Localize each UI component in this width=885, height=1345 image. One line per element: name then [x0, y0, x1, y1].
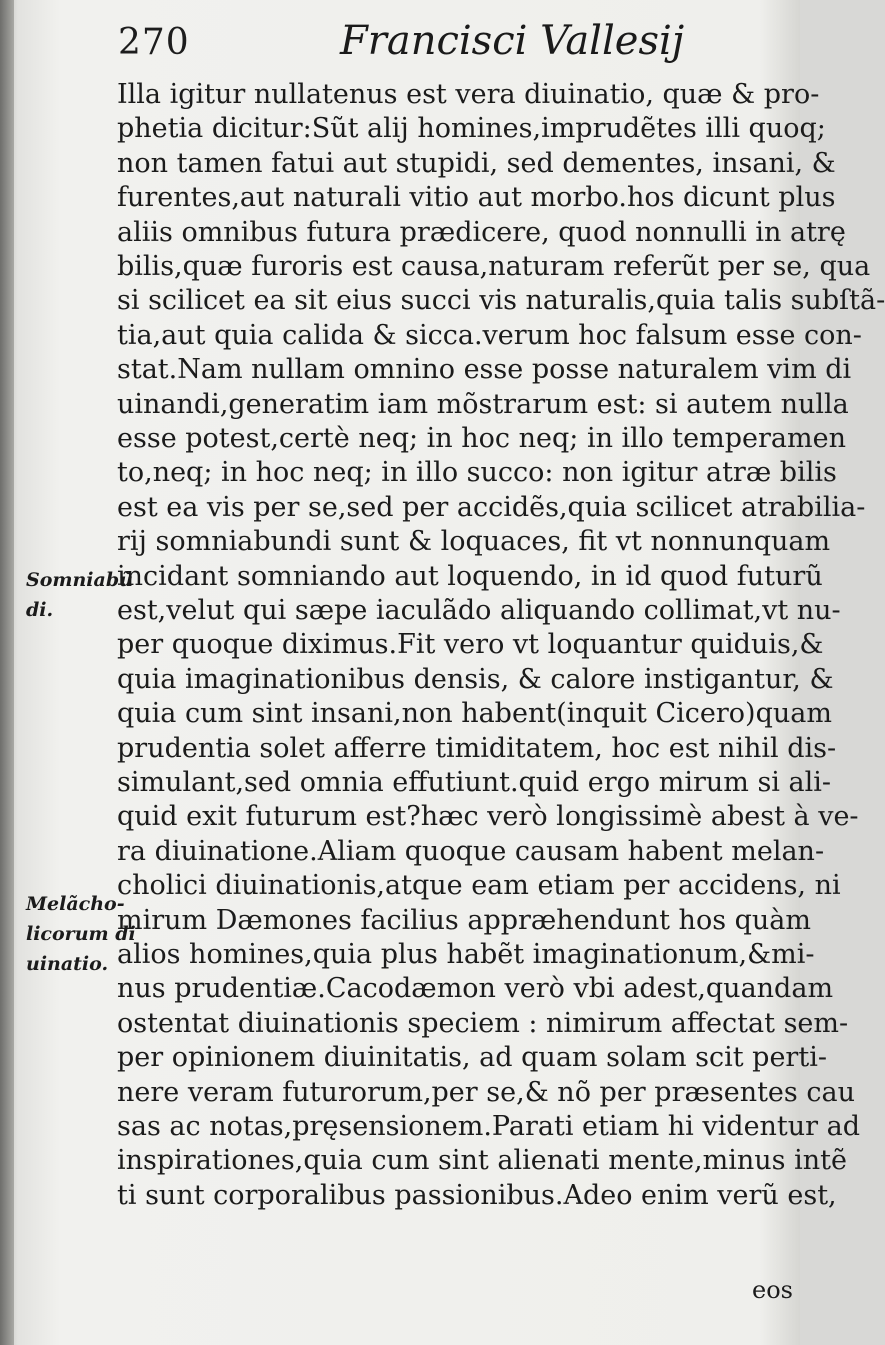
margin-note-line: uinatio. [26, 953, 109, 975]
text-line: uinandi,generatim iam mõstrarum est: si autem nulla [117, 388, 849, 420]
text-line: to,neq; in hoc neq; in illo succo: non igitur atræ bilis [117, 457, 837, 489]
page-gutter-shadow [0, 0, 14, 1345]
text-line: bilis,quæ furoris est causa,naturam referũt per se, qua [117, 251, 871, 282]
running-head: Francisci Vallesij [340, 18, 685, 64]
text-line: alios homines,quia plus habẽt imaginationum,&mi- [117, 939, 815, 970]
text-line: prudentia solet afferre timiditatem, hoc est nihil dis- [117, 732, 837, 764]
margin-note-line: licorum di [26, 923, 136, 945]
text-line: rij somniabundi sunt & loquaces, fit vt nonnunquam [117, 526, 831, 558]
text-line: nus prudentiæ.Cacodæmon verò vbi adest,quandam [117, 973, 834, 1005]
text-line: nere veram futurorum,per se,& nõ per præsentes cau [117, 1076, 855, 1108]
text-line: quid exit futurum est?hæc verò longissimè abest à ve- [117, 801, 859, 833]
text-line: inspirationes,quia cum sint alienati mente,minus intẽ [117, 1145, 847, 1177]
margin-note-line: Somniabũ [26, 569, 133, 591]
text-line: tia,aut quia calida & sicca.verum hoc falsum esse con- [117, 319, 862, 351]
text-line: ostentat diuinationis speciem : nimirum affectat sem- [117, 1007, 849, 1039]
text-line: phetia dicitur:Sũt alij homines,imprudẽtes illi quoq; [117, 113, 826, 145]
text-line: per opinionem diuinitatis, ad quam solam scit perti- [117, 1042, 827, 1074]
text-line: est ea vis per se,sed per accidẽs,quia scilicet atrabilia- [117, 491, 866, 523]
text-line: est,velut qui sæpe iaculãdo aliquando collimat,vt nu- [117, 595, 841, 626]
text-line: quia imaginationibus densis, & calore instigantur, & [117, 663, 834, 695]
text-line: simulant,sed omnia effutiunt.quid ergo mirum si ali- [117, 767, 832, 798]
text-line: quia cum sint insani,non habent(inquit Cicero)quam [117, 698, 832, 730]
text-line: sas ac notas,pręsensionem.Parati etiam hi videntur ad [117, 1111, 861, 1142]
text-line: per quoque diximus.Fit vero vt loquantur quiduis,& [117, 629, 824, 661]
margin-note-line: Melãcho- [26, 893, 125, 915]
text-line: mirum Dæmones facilius appræhendunt hos quàm [117, 904, 812, 936]
page-number: 270 [118, 22, 190, 63]
text-line: non tamen fatui aut stupidi, sed dementes, insani, & [117, 147, 836, 179]
catchword: eos [752, 1276, 793, 1304]
text-line: aliis omnibus futura prædicere, quod nonnulli in atrę [117, 216, 846, 248]
text-line: incidant somniando aut loquendo, in id quod futurũ [117, 560, 823, 592]
margin-note-line: di. [26, 599, 54, 621]
text-line: Illa igitur nullatenus est vera diuinatio, quæ & pro- [117, 79, 820, 110]
text-line: ra diuinatione.Aliam quoque causam habent melan- [117, 835, 825, 867]
text-line: ti sunt corporalibus passionibus.Adeo enim verũ est, [117, 1179, 837, 1211]
text-line: esse potest,certè neq; in hoc neq; in illo temperamen [117, 423, 846, 454]
text-line: furentes,aut naturali vitio aut morbo.hos dicunt plus [117, 182, 836, 214]
text-line: stat.Nam nullam omnino esse posse naturalem vim di [117, 354, 852, 386]
text-line: cholici diuinationis,atque eam etiam per accidens, ni [117, 870, 841, 902]
page-header [0, 10, 800, 70]
text-line: si scilicet ea sit eius succi vis naturalis,quia talis subſtã- [117, 285, 885, 317]
